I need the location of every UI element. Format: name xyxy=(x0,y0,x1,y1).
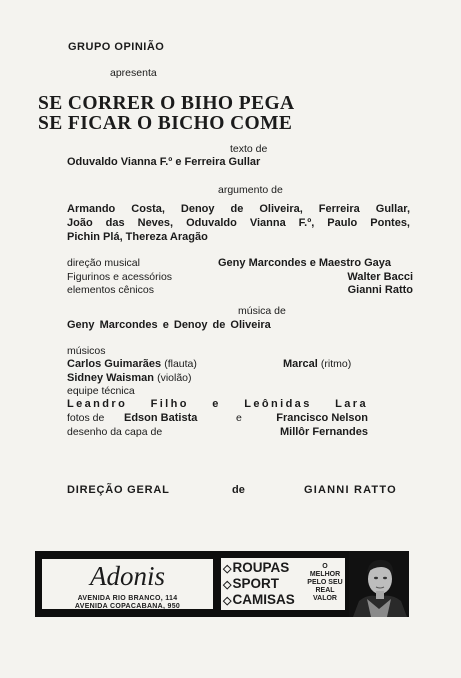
argument-label: argumento de xyxy=(218,184,283,196)
tech-name-part: e xyxy=(212,398,221,410)
direction-name: GIANNI RATTO xyxy=(304,484,397,496)
clothing-line-2-text: SPORT xyxy=(232,576,279,591)
music-label: música de xyxy=(238,305,286,317)
clothing-line-2 xyxy=(223,576,279,593)
musicians-label: músicos xyxy=(67,345,106,357)
musician-1-instrument: (flauta) xyxy=(164,358,197,370)
argument-line-2: João das Neves, Oduvaldo Vianna F.º, Paulo Pontes, xyxy=(67,217,410,229)
musician-2-name: Marcal xyxy=(283,358,318,370)
photos-name-1: Edson Batista xyxy=(124,412,198,424)
musician-3-name: Sidney Waisman xyxy=(67,372,155,384)
clothing-line-3 xyxy=(223,592,295,609)
adonis-logo-box xyxy=(41,558,214,610)
tech-name-part: Filho xyxy=(150,398,189,410)
adonis-logo: Adonis xyxy=(89,561,165,591)
credit-role-2: Figurinos e acessórios xyxy=(67,271,173,283)
model-photo xyxy=(349,551,409,617)
tech-name-part: Leandro xyxy=(67,398,128,410)
musician-2-instrument: (ritmo) xyxy=(320,358,352,370)
direction-label: DIREÇÃO GERAL xyxy=(67,484,170,496)
slogan-word: REAL xyxy=(315,587,335,594)
group-name: GRUPO OPINIÃO xyxy=(68,41,165,53)
photos-name-2: Francisco Nelson xyxy=(276,412,368,424)
cover-name: Millôr Fernandes xyxy=(279,426,368,438)
slogan-word: VALOR xyxy=(313,595,337,602)
cover-label: desenho da capa de xyxy=(67,426,163,438)
slogan-word: MELHOR xyxy=(309,571,341,578)
arrow-icon: ◇ xyxy=(223,563,232,575)
text-authors: Oduvaldo Vianna F.º e Ferreira Gullar xyxy=(67,156,261,168)
text-label: texto de xyxy=(230,143,268,155)
musician-1-name: Carlos Guimarães xyxy=(67,358,162,370)
play-title-line-1: SE CORRER O BIHO PEGA xyxy=(38,93,295,114)
tech-names xyxy=(67,398,368,410)
credit-role-1: direção musical xyxy=(67,257,140,269)
adonis-advertisement xyxy=(35,551,409,617)
photos-label: fotos de xyxy=(67,412,105,424)
musician-2 xyxy=(283,358,351,370)
credit-name-2: Walter Bacci xyxy=(347,271,413,283)
slogan-word: PELO SEU xyxy=(307,579,343,586)
musician-3 xyxy=(67,372,192,384)
arrow-icon: ◇ xyxy=(223,579,232,591)
credit-name-1: Geny Marcondes e Maestro Gaya xyxy=(218,257,392,269)
credit-role-3: elementos cênicos xyxy=(67,284,154,296)
tech-name-part: Lara xyxy=(335,398,368,410)
slogan-word: O xyxy=(322,563,328,570)
direction-de: de xyxy=(232,484,245,496)
tech-name-part: Leônidas xyxy=(244,398,312,410)
tech-label: equipe técnica xyxy=(67,385,135,397)
argument-line-3: Pichin Plá, Thereza Aragão xyxy=(67,231,208,243)
argument-line-1: Armando Costa, Denoy de Oliveira, Ferreira Gullar, xyxy=(67,203,410,215)
music-names: Geny Marcondes e Denoy de Oliveira xyxy=(67,319,271,331)
clothing-line-1 xyxy=(223,560,289,577)
musician-3-instrument: (violão) xyxy=(157,372,192,384)
credit-name-3: Gianni Ratto xyxy=(347,284,413,296)
photos-and: e xyxy=(236,412,242,424)
arrow-icon: ◇ xyxy=(223,595,232,607)
play-title-line-2: SE FICAR O BICHO COME xyxy=(38,113,293,134)
model-portrait-icon xyxy=(349,551,409,617)
presents-label: apresenta xyxy=(110,67,157,79)
musician-1 xyxy=(67,358,197,370)
clothing-line-3-text: CAMISAS xyxy=(232,592,295,607)
adonis-address-2: AVENIDA COPACABANA, 950 xyxy=(74,603,181,610)
clothing-line-1-text: ROUPAS xyxy=(232,560,290,575)
adonis-address-1: AVENIDA RIO BRANCO, 114 xyxy=(77,595,178,602)
